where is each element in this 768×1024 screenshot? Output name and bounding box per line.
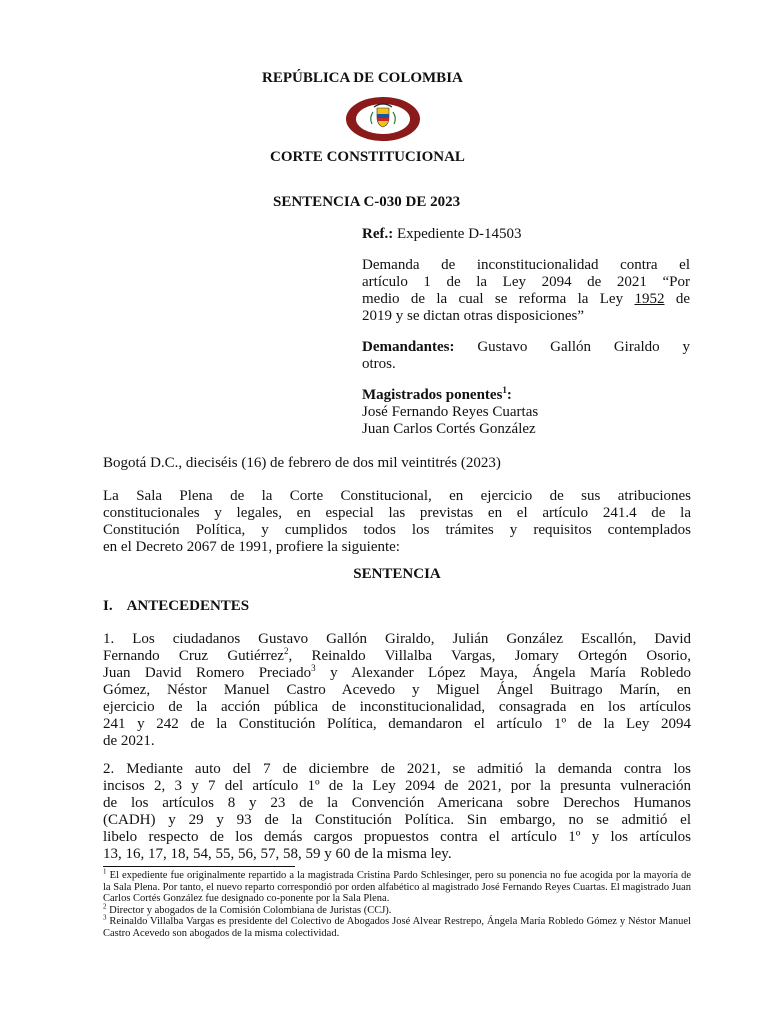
para-text: y Alexander López Maya, Ángela María Robledo: [315, 665, 691, 681]
intro-line: constitucionales y legales, en especial las previstas en el artículo 241.4 de la: [103, 505, 691, 521]
country-heading: REPÚBLICA DE COLOMBIA: [262, 70, 463, 86]
demand-line: [362, 291, 690, 308]
para-text: Fernando Cruz Gutiérrez: [103, 648, 284, 664]
demand-line: 2019 y se dictan otras disposiciones”: [362, 308, 585, 324]
ref-line: [362, 226, 522, 242]
para-line: 2. Mediante auto del 7 de diciembre de 2021, se admitió la demanda contra los: [103, 761, 691, 777]
footnote-number: 2: [103, 902, 107, 910]
court-seal-icon: [344, 96, 422, 142]
para-line: de 2021.: [103, 733, 155, 749]
demand-line: Demanda de inconstitucionalidad contra el: [362, 257, 690, 273]
paragraph-2: [103, 761, 691, 863]
demand-line: artículo 1 de la Ley 2094 de 2021 “Por: [362, 274, 690, 290]
footnote-ref-3[interactable]: 3: [311, 663, 316, 673]
section-title: ANTECEDENTES: [126, 598, 250, 614]
ref-label: Ref.:: [362, 226, 394, 242]
plaintiffs-line: [362, 339, 690, 356]
footnote-3: [103, 913, 692, 939]
para-line: libelo respecto de los demás cargos propuestos contra el artículo 1º y los artículos: [103, 829, 691, 845]
para-line: incisos 2, 3 y 7 del artículo 1º de la Ley 2094 de 2021, por la presunta vulneración: [103, 778, 691, 794]
plaintiffs-value: Gustavo Gallón Giraldo y: [477, 339, 691, 355]
para-line: 1. Los ciudadanos Gustavo Gallón Giraldo, Julián González Escallón, David: [103, 631, 691, 647]
footnote-1: [103, 867, 691, 905]
date-line: Bogotá D.C., dieciséis (16) de febrero de dos mil veintitrés (2023): [103, 455, 501, 471]
para-line: (CADH) y 29 y 93 de la Constitución Política. Sin embargo, no se admitió el: [103, 812, 691, 828]
magistrates-label: Magistrados ponentes: [362, 387, 503, 403]
para-line: Gómez, Néstor Manuel Castro Acevedo y Miguel Ángel Buitrago Marín, en: [103, 682, 691, 698]
magistrate-name: Juan Carlos Cortés González: [362, 421, 536, 437]
footnote-separator: [103, 866, 295, 867]
footnote-text: Director y abogados de la Comisión Colombiana de Juristas (CCJ).: [109, 904, 392, 916]
court-seal: [344, 96, 422, 142]
intro-line: en el Decreto 2067 de 1991, profiere la siguiente:: [103, 539, 400, 555]
magistrates-colon: :: [506, 387, 512, 403]
sentence-title: SENTENCIA C-030 DE 2023: [273, 194, 461, 210]
para-line: 241 y 242 de la Constitución Política, demandaron el artículo 1º de la Ley 2094: [103, 716, 691, 732]
para-line: de los artículos 8 y 23 de la Convención Americana sobre Derechos Humanos: [103, 795, 691, 811]
footnote-number: 1: [103, 867, 107, 876]
plaintiffs-block: [362, 339, 690, 373]
court-heading: CORTE CONSTITUCIONAL: [270, 149, 465, 165]
para-line: [103, 648, 691, 665]
footnote-text: Reinaldo Villalba Vargas es presidente del Colectivo de Abogados José Alvear Restrepo, Ángela María Robledo Gómez y Néstor Manuel Castro Acevedo son abogados de la misma colectividad.: [103, 916, 692, 939]
plaintiffs-cont: otros.: [362, 356, 396, 372]
intro-line: La Sala Plena de la Corte Constitucional, en ejercicio de sus atribuciones: [103, 488, 691, 504]
magistrates-heading: [362, 387, 690, 404]
section-number: I.: [103, 598, 113, 614]
footnote-text: El expediente fue originalmente repartido a la magistrada Cristina Pardo Schlesinger, pero su ponencia no fue acogida por la mayoría de la Sala Plena. Por tanto, el nuevo reparto correspondió por orden alfabético al magistrado José Fernando Reyes Cuartas. El magistrado Juan Carlos Cortés González fue designado co-ponente por la Sala Plena.: [103, 870, 691, 904]
magistrates-block: [362, 387, 690, 438]
para-text: , Reinaldo Villalba Vargas, Jomary Ortegón Osorio,: [288, 648, 691, 664]
intro-line: Constitución Política, y cumplidos todos los trámites y requisitos contemplados: [103, 522, 691, 538]
demand-line-suffix: de: [664, 291, 690, 307]
ref-value: Expediente D-14503: [396, 226, 522, 242]
demand-line-prefix: medio de la cual se reforma la Ley: [362, 291, 635, 307]
demand-block: [362, 257, 690, 325]
footnote-number: 3: [103, 913, 107, 922]
plaintiffs-label: Demandantes:: [362, 339, 455, 355]
sentencia-heading: SENTENCIA: [353, 566, 441, 582]
footnotes: [103, 867, 692, 939]
para-line: [103, 665, 691, 682]
para-line: 13, 16, 17, 18, 54, 55, 56, 57, 58, 59 y 60 de la misma ley.: [103, 846, 452, 862]
para-line: ejercicio de la acción pública de inconstitucionalidad, consagrada en los artículos: [103, 699, 691, 715]
footnote-ref-1[interactable]: 1: [502, 385, 507, 395]
para-text: Juan David Romero Preciado: [103, 665, 312, 681]
paragraph-1: [103, 631, 691, 750]
footnote-ref-2[interactable]: 2: [283, 646, 289, 656]
magistrate-name: José Fernando Reyes Cuartas: [362, 404, 539, 420]
footnote-2: [103, 902, 691, 917]
section-heading: [103, 598, 249, 614]
law-number-link[interactable]: 1952: [634, 291, 665, 307]
intro-paragraph: [103, 488, 691, 556]
